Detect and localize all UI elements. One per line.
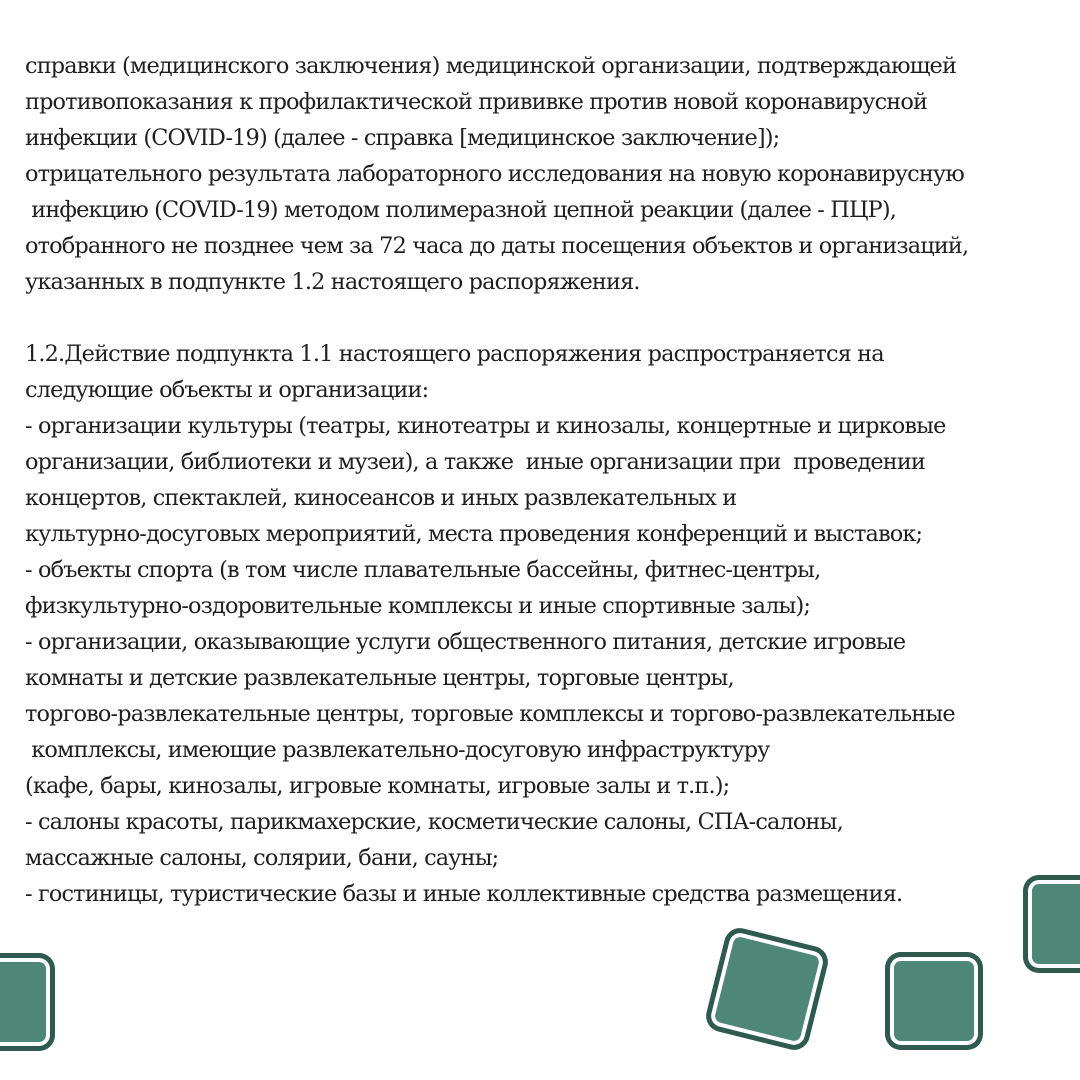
text-line: указанных в подпункте 1.2 настоящего распоряжения. xyxy=(25,269,640,295)
text-line: отобранного не позднее чем за 72 часа до даты посещения объектов и организаций, xyxy=(25,233,969,259)
text-line: - объекты спорта (в том числе плавательные бассейны, фитнес-центры, xyxy=(25,557,821,583)
text-line: торгово-развлекательные центры, торговые комплексы и торгово-развлекательные xyxy=(25,701,955,727)
decorative-square-middle xyxy=(894,961,974,1041)
text-line: организации, библиотеки и музеи), а также иные организации при проведении xyxy=(25,449,925,475)
text-line: отрицательного результата лабораторного исследования на новую коронавирусную xyxy=(25,161,964,187)
text-line: физкультурно-оздоровительные комплексы и иные спортивные залы); xyxy=(25,593,811,619)
decorative-square-left xyxy=(0,962,46,1042)
text-line: - организации, оказывающие услуги общественного питания, детские игровые xyxy=(25,629,906,655)
text-line: следующие объекты и организации: xyxy=(25,377,429,403)
text-line: - гостиницы, туристические базы и иные коллективные средства размещения. xyxy=(25,881,903,907)
paragraph-gap xyxy=(25,300,1080,336)
text-line: культурно-досуговых мероприятий, места проведения конференций и выставок; xyxy=(25,521,923,547)
text-line: инфекции (COVID-19) (далее - справка [медицинское заключение]); xyxy=(25,125,780,151)
text-line: комплексы, имеющие развлекательно-досуговую инфраструктуру xyxy=(25,737,770,763)
decorative-square-right xyxy=(1032,884,1080,964)
decorative-square-tilted xyxy=(714,936,821,1043)
text-line: массажные салоны, солярии, бани, сауны; xyxy=(25,845,499,871)
text-line: концертов, спектаклей, киносеансов и иных развлекательных и xyxy=(25,485,737,511)
text-line: - организации культуры (театры, кинотеатры и кинозалы, концертные и цирковые xyxy=(25,413,946,439)
text-line: противопоказания к профилактической прививке против новой коронавирусной xyxy=(25,89,928,115)
text-line: (кафе, бары, кинозалы, игровые комнаты, игровые залы и т.п.); xyxy=(25,773,730,799)
text-line: 1.2.Действие подпункта 1.1 настоящего распоряжения распространяется на xyxy=(25,341,884,367)
text-line: комнаты и детские развлекательные центры, торговые центры, xyxy=(25,665,734,691)
document-text xyxy=(25,48,1080,912)
text-line: - салоны красоты, парикмахерские, косметические салоны, СПА-салоны, xyxy=(25,809,843,835)
text-line: инфекцию (COVID-19) методом полимеразной цепной реакции (далее - ПЦР), xyxy=(25,197,897,223)
text-line: справки (медицинского заключения) медицинской организации, подтверждающей xyxy=(25,53,957,79)
